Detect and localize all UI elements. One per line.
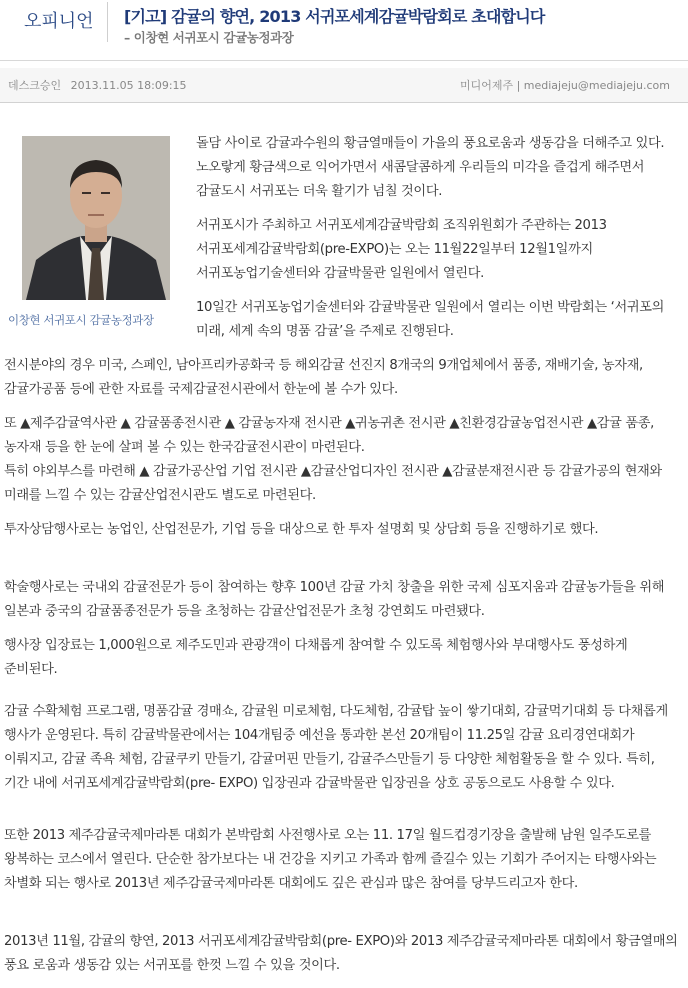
paragraph: 투자상담행사로는 농업인, 산업전문가, 기업 등을 대상으로 한 투자 설명회 및 상담회 등을 진행하기로 했다. [4,522,599,537]
article-title: [기고] 감귤의 향연, 2013 서귀포세계감귤박람회로 초대합니다 [124,7,545,26]
article-meta-bar [0,68,688,103]
source-info [460,77,670,93]
photo-caption: 이창현 서귀포시 감귤농정과장 [8,313,154,327]
author-photo [22,136,170,300]
paragraph: 2013년 11월, 감귤의 향연, 2013 서귀포세계감귤박람회(pre- EXPO)와 2013 제주감귤국제마라톤 대회에서 황금열매의 풍요 로움과 생동감 있는 서귀포를 한껏 느낄 수 있을 것이다. [4,934,678,973]
paragraph: 감귤 수확체험 프로그램, 명품감귤 경매쇼, 감귤원 미로체험, 다도체험, 감귤탑 높이 쌓기대회, 감귤먹기대회 등 다채롭게 행사가 운영된다. 특히 감귤박물관에서는 104개팀중 예선을 통과한 본선 20개팀이 11.25일 감귤 요리경연대회가 이뤄지고, 감귤 족욕 체험, 감귤쿠키 만들기, 감귤머핀 만들기, 감귤주스만들기 등 다양한 체험활동을 할 수 있다. 특히, 기간 내에 서귀포세계감귤박람회(pre- EXPO) 입장권과 감귤박물관 입장권을 상호 공동으로도 사용할 수 있다. [4,704,668,791]
author-photo-box [0,128,186,338]
paragraph: 또 ▲제주감귤역사관 ▲ 감귤품종전시관 ▲ 감귤농자재 전시관 ▲귀농귀촌 전시관 ▲친환경감귤농업전시관 ▲감귤 품종, 농자재 등을 한 눈에 살펴 볼 수 있는 한국감귤전시관이 마련된다. [4,416,654,455]
section-label[interactable]: 오피니언 [4,2,108,42]
meta-separator: | [516,79,524,92]
article-byline: – 이창현 서귀포시 감귤농정과장 [124,30,294,45]
source-name: 미디어제주 [459,79,514,92]
paragraph: 10일간 서귀포농업기술센터와 감귤박물관 일원에서 열리는 이번 박람회는 ‘서귀포의 미래, 세계 속의 명품 감귤’을 주제로 진행된다. [196,300,665,339]
desk-approval-label: 데스크승인 [8,79,62,92]
paragraph: 학술행사로는 국내외 감귤전문가 등이 참여하는 향후 100년 감귤 가치 창출을 위한 국제 심포지움과 감귤농가들을 위해 일본과 중국의 감귤품종전문가 등을 초청하는 감귤산업전문가 초청 강연회도 마련됐다. [4,580,665,619]
publish-datetime: 2013.11.05 18:09:15 [70,79,187,92]
paragraph: 전시분야의 경우 미국, 스페인, 남아프리카공화국 등 해외감귤 선진지 8개국의 9개업체에서 품종, 재배기술, 농자재, 감귤가공품 등에 관한 자료를 국제감귤전시관에서 한눈에 볼 수가 있다. [4,358,643,397]
paragraph: 또한 2013 제주감귤국제마라톤 대회가 본박람회 사전행사로 오는 11. 17일 월드컵경기장을 출발해 남원 일주도로를 왕복하는 코스에서 열린다. 단순한 참가보다는 내 건강을 지키고 가족과 함께 즐길수 있는 기회가 주어지는 타행사와는 차별화 되는 행사로 2013년 제주감귤국제마라톤 대회에도 깊은 관심과 많은 참여를 당부드리고자 한다. [4,828,657,891]
paragraph: 돌담 사이로 감귤과수원의 황금열매들이 가을의 풍요로움과 생동감을 더해주고 있다. 노오랗게 황금색으로 익어가면서 새콤달콤하게 우리들의 미각을 즐겁게 해주면서 감귤도시 서귀포는 더욱 활기가 넘칠 것이다. [196,136,665,199]
paragraph: 서귀포시가 주최하고 서귀포세계감귤박람회 조직위원회가 주관하는 2013 서귀포세계감귤박람회(pre-EXPO)는 오는 11월22일부터 12월1일까지 서귀포농업기술센터와 감귤박물관 일원에서 열린다. [196,218,607,281]
paragraph: 특히 야외부스를 마련해 ▲ 감귤가공산업 기업 전시관 ▲감귤산업디자인 전시관 ▲감귤분재전시관 등 감귤가공의 현재와 미래를 느낄 수 있는 감귤산업전시관도 별도로 마련된다. [4,464,662,503]
article-header [0,0,688,52]
header-divider [0,60,688,61]
publish-info [8,77,187,93]
source-email-link[interactable]: mediajeju@mediajeju.com [523,79,670,92]
paragraph: 행사장 입장료는 1,000원으로 제주도민과 관광객이 다채롭게 참여할 수 있도록 체험행사와 부대행사도 풍성하게 준비된다. [4,638,628,677]
author-portrait-image [22,136,170,300]
